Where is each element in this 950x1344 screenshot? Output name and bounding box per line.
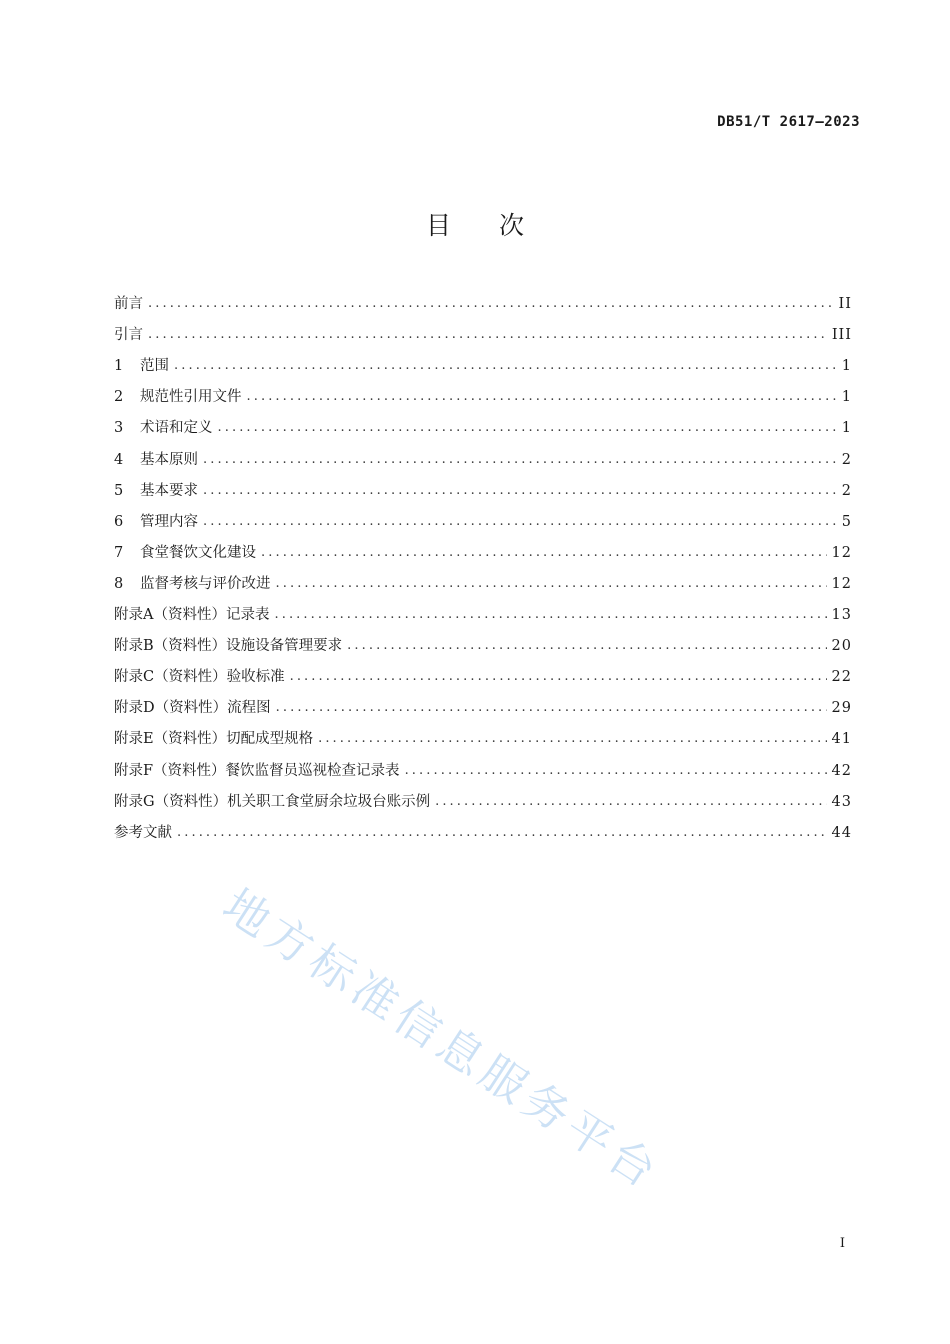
toc-entry[interactable] bbox=[114, 814, 852, 845]
toc-entry[interactable] bbox=[114, 627, 852, 658]
toc-entry[interactable] bbox=[114, 783, 852, 814]
toc-entry-label: 附录G（资料性）机关职工食堂厨余垃圾台账示例 bbox=[114, 793, 431, 810]
toc-entry-number: 1 bbox=[114, 358, 124, 375]
toc-dot-leader bbox=[435, 790, 826, 814]
toc-entry-page: 29 bbox=[831, 700, 852, 717]
toc-entry[interactable] bbox=[114, 689, 852, 720]
toc-entry[interactable] bbox=[114, 503, 852, 534]
toc-entry-label: 规范性引用文件 bbox=[140, 389, 242, 406]
watermark: 地方标准信息服务平台 bbox=[213, 878, 671, 1201]
toc-dot-leader bbox=[247, 385, 837, 409]
toc-entry-page: 2 bbox=[841, 482, 852, 499]
toc-dot-leader bbox=[148, 323, 827, 347]
toc-entry-number: 7 bbox=[114, 544, 124, 561]
toc-entry-page: 12 bbox=[831, 544, 852, 561]
toc-entry[interactable] bbox=[114, 596, 852, 627]
toc-entry-number: 3 bbox=[114, 420, 124, 437]
toc-dot-leader bbox=[203, 479, 837, 503]
toc-entry-page: 2 bbox=[841, 451, 852, 468]
table-of-contents bbox=[114, 285, 852, 845]
toc-entry-number: 5 bbox=[114, 482, 124, 499]
toc-entry[interactable] bbox=[114, 658, 852, 689]
toc-entry-label: 管理内容 bbox=[140, 513, 198, 530]
toc-dot-leader bbox=[276, 696, 827, 720]
toc-entry-page: 44 bbox=[831, 824, 852, 841]
toc-entry-label: 附录D（资料性）流程图 bbox=[114, 700, 271, 717]
toc-entry-label: 附录B（资料性）设施设备管理要求 bbox=[114, 638, 343, 655]
page-number: I bbox=[839, 1236, 845, 1251]
toc-entry[interactable] bbox=[114, 316, 852, 347]
toc-entry[interactable] bbox=[114, 751, 852, 782]
toc-title: 目次 bbox=[425, 211, 572, 240]
toc-dot-leader bbox=[318, 727, 826, 751]
toc-entry-page: 41 bbox=[831, 731, 852, 748]
toc-dot-leader bbox=[203, 448, 837, 472]
toc-entry-page: 1 bbox=[841, 358, 852, 375]
toc-entry[interactable] bbox=[114, 440, 852, 471]
toc-entry-label: 食堂餐饮文化建设 bbox=[140, 544, 256, 561]
toc-entry-label: 附录F（资料性）餐饮监督员巡视检查记录表 bbox=[114, 762, 400, 779]
toc-entry-page: 1 bbox=[841, 420, 852, 437]
toc-entry-page: 22 bbox=[831, 669, 852, 686]
toc-entry[interactable] bbox=[114, 347, 852, 378]
toc-dot-leader bbox=[347, 634, 826, 658]
toc-entry-page: 5 bbox=[841, 513, 852, 530]
toc-entry[interactable] bbox=[114, 285, 852, 316]
toc-entry-page: 13 bbox=[831, 607, 852, 624]
toc-dot-leader bbox=[177, 821, 827, 845]
toc-entry-label: 附录E（资料性）切配成型规格 bbox=[114, 731, 314, 748]
toc-dot-leader bbox=[203, 510, 837, 534]
toc-entry-page: 42 bbox=[831, 762, 852, 779]
toc-entry-number: 4 bbox=[114, 451, 124, 468]
toc-entry-number: 6 bbox=[114, 513, 124, 530]
toc-entry-page: II bbox=[838, 296, 852, 313]
toc-entry[interactable] bbox=[114, 720, 852, 751]
toc-dot-leader bbox=[276, 572, 827, 596]
toc-dot-leader bbox=[274, 603, 826, 627]
toc-dot-leader bbox=[405, 759, 827, 783]
document-code: DB51/T 2617—2023 bbox=[717, 114, 860, 130]
toc-dot-leader bbox=[148, 292, 834, 316]
toc-entry-label: 监督考核与评价改进 bbox=[140, 575, 271, 592]
toc-dot-leader bbox=[290, 665, 827, 689]
toc-entry-label: 基本要求 bbox=[140, 482, 198, 499]
toc-entry[interactable] bbox=[114, 378, 852, 409]
toc-entry-number: 2 bbox=[114, 389, 124, 406]
toc-entry-number: 8 bbox=[114, 575, 124, 592]
toc-dot-leader bbox=[261, 541, 827, 565]
toc-entry-label: 参考文献 bbox=[114, 824, 172, 841]
toc-entry-page: 12 bbox=[831, 575, 852, 592]
toc-entry-label: 范围 bbox=[140, 358, 169, 375]
toc-entry-label: 附录A（资料性）记录表 bbox=[114, 607, 270, 624]
toc-dot-leader bbox=[174, 354, 837, 378]
toc-entry-page: 1 bbox=[841, 389, 852, 406]
toc-entry[interactable] bbox=[114, 565, 852, 596]
toc-entry[interactable] bbox=[114, 534, 852, 565]
toc-entry-page: 43 bbox=[831, 793, 852, 810]
toc-entry[interactable] bbox=[114, 472, 852, 503]
toc-entry-page: 20 bbox=[831, 638, 852, 655]
toc-entry-page: III bbox=[831, 327, 852, 344]
toc-dot-leader bbox=[218, 416, 837, 440]
toc-entry-label: 引言 bbox=[114, 327, 143, 344]
toc-entry-label: 前言 bbox=[114, 296, 143, 313]
toc-entry[interactable] bbox=[114, 409, 852, 440]
toc-entry-label: 术语和定义 bbox=[140, 420, 213, 437]
toc-entry-label: 基本原则 bbox=[140, 451, 198, 468]
toc-entry-label: 附录C（资料性）验收标准 bbox=[114, 669, 285, 686]
